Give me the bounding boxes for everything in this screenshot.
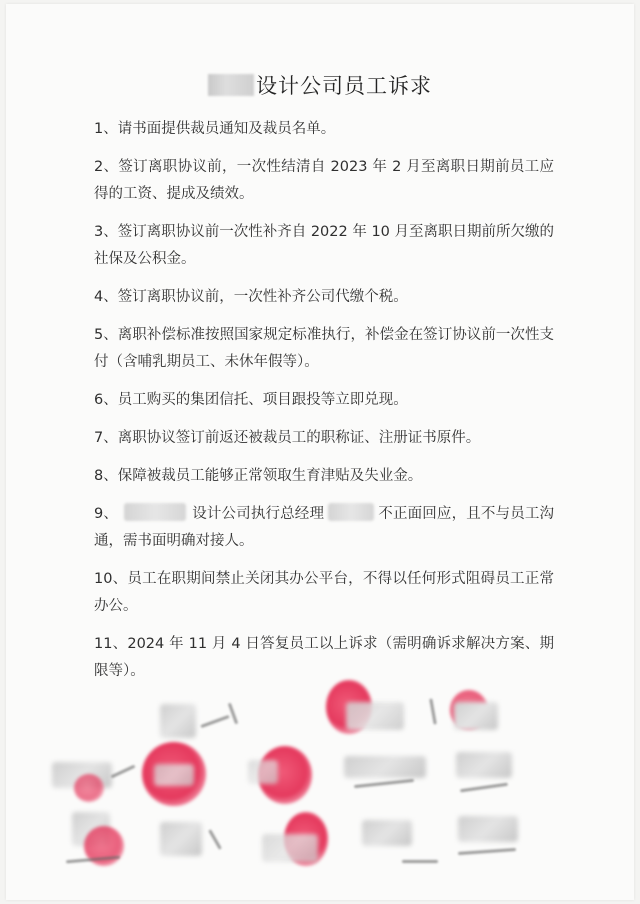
demand-item: 8、保障被裁员工能够正常领取生育津贴及失业金。 (94, 468, 423, 484)
document-title (0, 70, 640, 100)
demand-item: 7、离职协议签订前返还被裁员工的职称证、注册证书原件。 (94, 430, 481, 446)
demand-item: 4、签订离职协议前，一次性补齐公司代缴个税。 (94, 289, 408, 305)
demand-item: 11、2024 年 11 月 4 日答复员工以上诉求（需明确诉求解决方案、期限等）。 (94, 636, 554, 679)
redacted-company-name (208, 74, 254, 96)
demand-item: 10、员工在职期间禁止关闭其办公平台，不得以任何形式阻碍员工正常办公。 (94, 571, 554, 614)
demand-item (94, 501, 554, 555)
demand-text: 不正面回应，且不与员工沟通，需书面明确对接人。 (94, 506, 555, 549)
demand-text: 设计公司执行总经理 (192, 506, 325, 522)
redacted-person (328, 503, 374, 521)
demands-list (94, 116, 554, 696)
redacted-company (124, 503, 186, 521)
demand-item: 3、签订离职协议前一次性补齐自 2022 年 10 月至离职日期前所欠缴的社保及公积金。 (94, 224, 555, 267)
signatures-area (0, 680, 640, 900)
demand-item: 6、员工购买的集团信托、项目跟投等立即兑现。 (94, 392, 408, 408)
demand-item: 5、离职补偿标准按照国家规定标准执行，补偿金在签订协议前一次性支付（含哺乳期员工、未休年假等）。 (94, 327, 554, 370)
demand-number: 9、 (94, 506, 119, 522)
demand-item: 2、签订离职协议前，一次性结清自 2023 年 2 月至离职日期前员工应得的工资、提成及绩效。 (94, 159, 554, 202)
demand-item: 1、请书面提供裁员通知及裁员名单。 (94, 121, 336, 137)
title-text: 设计公司员工诉求 (256, 74, 432, 98)
